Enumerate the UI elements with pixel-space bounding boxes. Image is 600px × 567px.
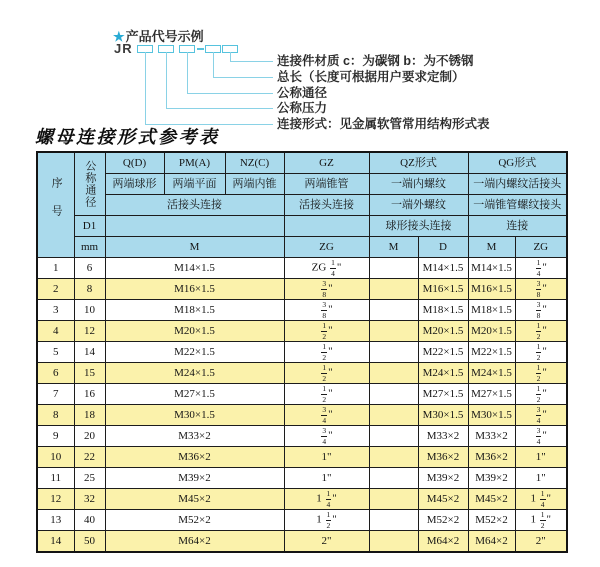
cell-m: M39×2: [105, 468, 284, 489]
cell-gz: 1 $\frac{1}{2}$ ": [284, 510, 369, 531]
cell-qz-d: M30×1.5: [418, 405, 468, 426]
cell-qz-d: M64×2: [418, 531, 468, 553]
header-m-unit: M: [105, 237, 284, 258]
cell-m: M27×1.5: [105, 384, 284, 405]
cell-qg-zg: 2": [515, 531, 567, 553]
cell-qz-m: [369, 447, 418, 468]
cell-dn: 10: [74, 300, 105, 321]
cell-qz-d: M24×1.5: [418, 363, 468, 384]
cell-qg-zg: $\frac{1}{2}$ ": [515, 342, 567, 363]
header-qz-row4: 球形接头连接: [369, 216, 468, 237]
connector-line: [187, 52, 188, 93]
cell-qz-m: [369, 510, 418, 531]
cell-dn: 25: [74, 468, 105, 489]
cell-qg-m: M64×2: [468, 531, 515, 553]
cell-qg-zg: $\frac{1}{2}$ ": [515, 384, 567, 405]
header-qg-row2: 一端内螺纹活接头: [468, 174, 567, 195]
header-qg-col1: M: [468, 237, 515, 258]
cell-no: 8: [37, 405, 74, 426]
cell-qz-m: [369, 384, 418, 405]
table-row: [37, 531, 567, 553]
cell-qz-m: [369, 363, 418, 384]
cell-qz-m: [369, 426, 418, 447]
cell-gz: 1": [284, 447, 369, 468]
cell-qg-m: M22×1.5: [468, 342, 515, 363]
header-blank-cell: [105, 216, 284, 237]
cell-qg-m: M16×1.5: [468, 279, 515, 300]
table-row: [37, 489, 567, 510]
legend-label-material: 连接件材质 c：为碳钢 b：为不锈钢: [277, 54, 474, 68]
legend-label-connection: 连接形式：见金属软管常用结构形式表: [277, 117, 490, 131]
connector-line: [166, 108, 273, 109]
cell-qg-zg: 1": [515, 468, 567, 489]
col-header-gz: GZ: [284, 152, 369, 174]
col-header-qz: QZ形式: [369, 152, 468, 174]
cell-qz-d: M45×2: [418, 489, 468, 510]
cell-qz-m: [369, 531, 418, 553]
table-body: [37, 258, 567, 553]
cell-no: 11: [37, 468, 74, 489]
cell-dn: 20: [74, 426, 105, 447]
cell-qz-m: [369, 258, 418, 279]
cell-qz-m: [369, 489, 418, 510]
cell-m: M64×2: [105, 531, 284, 553]
cell-qg-m: M33×2: [468, 426, 515, 447]
cell-qz-d: M36×2: [418, 447, 468, 468]
col-header-pm: PM(A): [164, 152, 225, 174]
table-row: [37, 342, 567, 363]
connector-line: [230, 61, 273, 62]
cell-m: M52×2: [105, 510, 284, 531]
connector-line: [187, 93, 273, 94]
col-header-nz: NZ(C): [225, 152, 284, 174]
cell-qg-m: M30×1.5: [468, 405, 515, 426]
header-q-ends: 两端球形: [105, 174, 164, 195]
table-row: [37, 510, 567, 531]
cell-qg-m: M52×2: [468, 510, 515, 531]
cell-m: M33×2: [105, 426, 284, 447]
cell-qz-d: M20×1.5: [418, 321, 468, 342]
cell-gz: 2": [284, 531, 369, 553]
cell-no: 7: [37, 384, 74, 405]
cell-dn: 50: [74, 531, 105, 553]
cell-qg-zg: 1": [515, 447, 567, 468]
cell-no: 4: [37, 321, 74, 342]
table-row: [37, 279, 567, 300]
header-qg-row3: 一端锥管螺纹接头: [468, 195, 567, 216]
table-header: [37, 152, 567, 258]
cell-no: 2: [37, 279, 74, 300]
cell-gz: $\frac{1}{2}$ ": [284, 363, 369, 384]
header-gz-unit: ZG: [284, 237, 369, 258]
cell-qg-m: M18×1.5: [468, 300, 515, 321]
cell-qg-zg: 1 $\frac{1}{4}$ ": [515, 489, 567, 510]
cell-qg-m: M20×1.5: [468, 321, 515, 342]
cell-qz-d: M33×2: [418, 426, 468, 447]
header-pm-ends: 两端平面: [164, 174, 225, 195]
header-qz-row3: 一端外螺纹: [369, 195, 468, 216]
cell-qg-m: M14×1.5: [468, 258, 515, 279]
cell-gz: $\frac{1}{2}$ ": [284, 384, 369, 405]
connector-line: [230, 52, 231, 61]
table-row: [37, 384, 567, 405]
table-row: [37, 405, 567, 426]
header-gz-ends: 两端锥管: [284, 174, 369, 195]
header-blank-cell: [284, 216, 369, 237]
cell-qz-d: M52×2: [418, 510, 468, 531]
table-row: [37, 447, 567, 468]
cell-no: 10: [37, 447, 74, 468]
connector-line: [145, 52, 146, 124]
legend-label-pressure: 公称压力: [277, 101, 328, 115]
col-header-dn: 公称通径: [74, 152, 105, 216]
cell-qz-d: M18×1.5: [418, 300, 468, 321]
header-gz-conn: 活接头连接: [284, 195, 369, 216]
table-row: [37, 258, 567, 279]
cell-m: M22×1.5: [105, 342, 284, 363]
cell-dn: 6: [74, 258, 105, 279]
cell-dn: 22: [74, 447, 105, 468]
cell-m: M20×1.5: [105, 321, 284, 342]
header-mm: mm: [74, 237, 105, 258]
table-row: [37, 468, 567, 489]
col-header-qg: QG形式: [468, 152, 567, 174]
cell-dn: 40: [74, 510, 105, 531]
cell-qg-zg: $\frac{3}{8}$ ": [515, 300, 567, 321]
cell-no: 9: [37, 426, 74, 447]
cell-qz-m: [369, 321, 418, 342]
cell-dn: 15: [74, 363, 105, 384]
cell-qz-m: [369, 279, 418, 300]
cell-dn: 14: [74, 342, 105, 363]
cell-qg-zg: $\frac{3}{4}$ ": [515, 405, 567, 426]
table-row: [37, 300, 567, 321]
table-row: [37, 426, 567, 447]
cell-m: M14×1.5: [105, 258, 284, 279]
connector-line: [213, 52, 214, 77]
cell-qz-d: M39×2: [418, 468, 468, 489]
cell-no: 1: [37, 258, 74, 279]
cell-gz: $\frac{1}{2}$ ": [284, 342, 369, 363]
cell-gz: $\frac{1}{2}$ ": [284, 321, 369, 342]
cell-gz: $\frac{3}{4}$ ": [284, 426, 369, 447]
cell-gz: 1 $\frac{1}{4}$ ": [284, 489, 369, 510]
header-qz-col2: D: [418, 237, 468, 258]
cell-qz-m: [369, 300, 418, 321]
cell-no: 6: [37, 363, 74, 384]
cell-qz-m: [369, 405, 418, 426]
table-title: 螺母连接形式参考表: [35, 127, 220, 148]
cell-qg-m: M45×2: [468, 489, 515, 510]
connector-line: [166, 52, 167, 108]
connector-line: [213, 77, 273, 78]
cell-no: 5: [37, 342, 74, 363]
cell-m: M16×1.5: [105, 279, 284, 300]
cell-qg-zg: 1 $\frac{1}{2}$ ": [515, 510, 567, 531]
legend-label-length: 总长（长度可根据用户要求定制）: [277, 70, 465, 84]
cell-dn: 18: [74, 405, 105, 426]
col-header-q: Q(D): [105, 152, 164, 174]
cell-m: M30×1.5: [105, 405, 284, 426]
header-d1: D1: [74, 216, 105, 237]
cell-qg-zg: $\frac{1}{2}$ ": [515, 321, 567, 342]
header-qz-row2: 一端内螺纹: [369, 174, 468, 195]
cell-qg-m: M39×2: [468, 468, 515, 489]
header-qg-row4: 连接: [468, 216, 567, 237]
cell-qz-d: M16×1.5: [418, 279, 468, 300]
header-qg-col2: ZG: [515, 237, 567, 258]
nut-connection-table: [36, 151, 568, 553]
cell-qz-d: M22×1.5: [418, 342, 468, 363]
cell-qz-d: M14×1.5: [418, 258, 468, 279]
cell-qg-zg: $\frac{1}{4}$ ": [515, 258, 567, 279]
legend-label-diameter: 公称通径: [277, 86, 328, 100]
cell-no: 12: [37, 489, 74, 510]
code-prefix: JR: [114, 41, 133, 56]
cell-gz: 1": [284, 468, 369, 489]
cell-gz: ZG $\frac{1}{4}$ ": [284, 258, 369, 279]
cell-m: M24×1.5: [105, 363, 284, 384]
cell-qz-d: M27×1.5: [418, 384, 468, 405]
cell-qg-m: M36×2: [468, 447, 515, 468]
cell-qg-m: M27×1.5: [468, 384, 515, 405]
cell-dn: 32: [74, 489, 105, 510]
header-union-conn: 活接头连接: [105, 195, 284, 216]
header-nz-ends: 两端内锥: [225, 174, 284, 195]
cell-no: 13: [37, 510, 74, 531]
col-header-seq: 序号: [37, 152, 74, 258]
cell-qg-m: M24×1.5: [468, 363, 515, 384]
cell-gz: $\frac{3}{8}$ ": [284, 279, 369, 300]
table-row: [37, 321, 567, 342]
cell-m: M45×2: [105, 489, 284, 510]
cell-dn: 8: [74, 279, 105, 300]
cell-dn: 12: [74, 321, 105, 342]
cell-qz-m: [369, 468, 418, 489]
cell-qg-zg: $\frac{3}{8}$ ": [515, 279, 567, 300]
table-row: [37, 363, 567, 384]
cell-qz-m: [369, 342, 418, 363]
cell-m: M18×1.5: [105, 300, 284, 321]
star-icon: ★: [113, 29, 125, 44]
cell-m: M36×2: [105, 447, 284, 468]
header-qz-col1: M: [369, 237, 418, 258]
cell-gz: $\frac{3}{4}$ ": [284, 405, 369, 426]
legend-title-text: 产品代号示例: [125, 29, 204, 44]
cell-gz: $\frac{3}{8}$ ": [284, 300, 369, 321]
cell-qg-zg: $\frac{1}{2}$ ": [515, 363, 567, 384]
cell-no: 3: [37, 300, 74, 321]
cell-no: 14: [37, 531, 74, 553]
code-dash: [197, 48, 204, 50]
cell-dn: 16: [74, 384, 105, 405]
cell-qg-zg: $\frac{3}{4}$ ": [515, 426, 567, 447]
